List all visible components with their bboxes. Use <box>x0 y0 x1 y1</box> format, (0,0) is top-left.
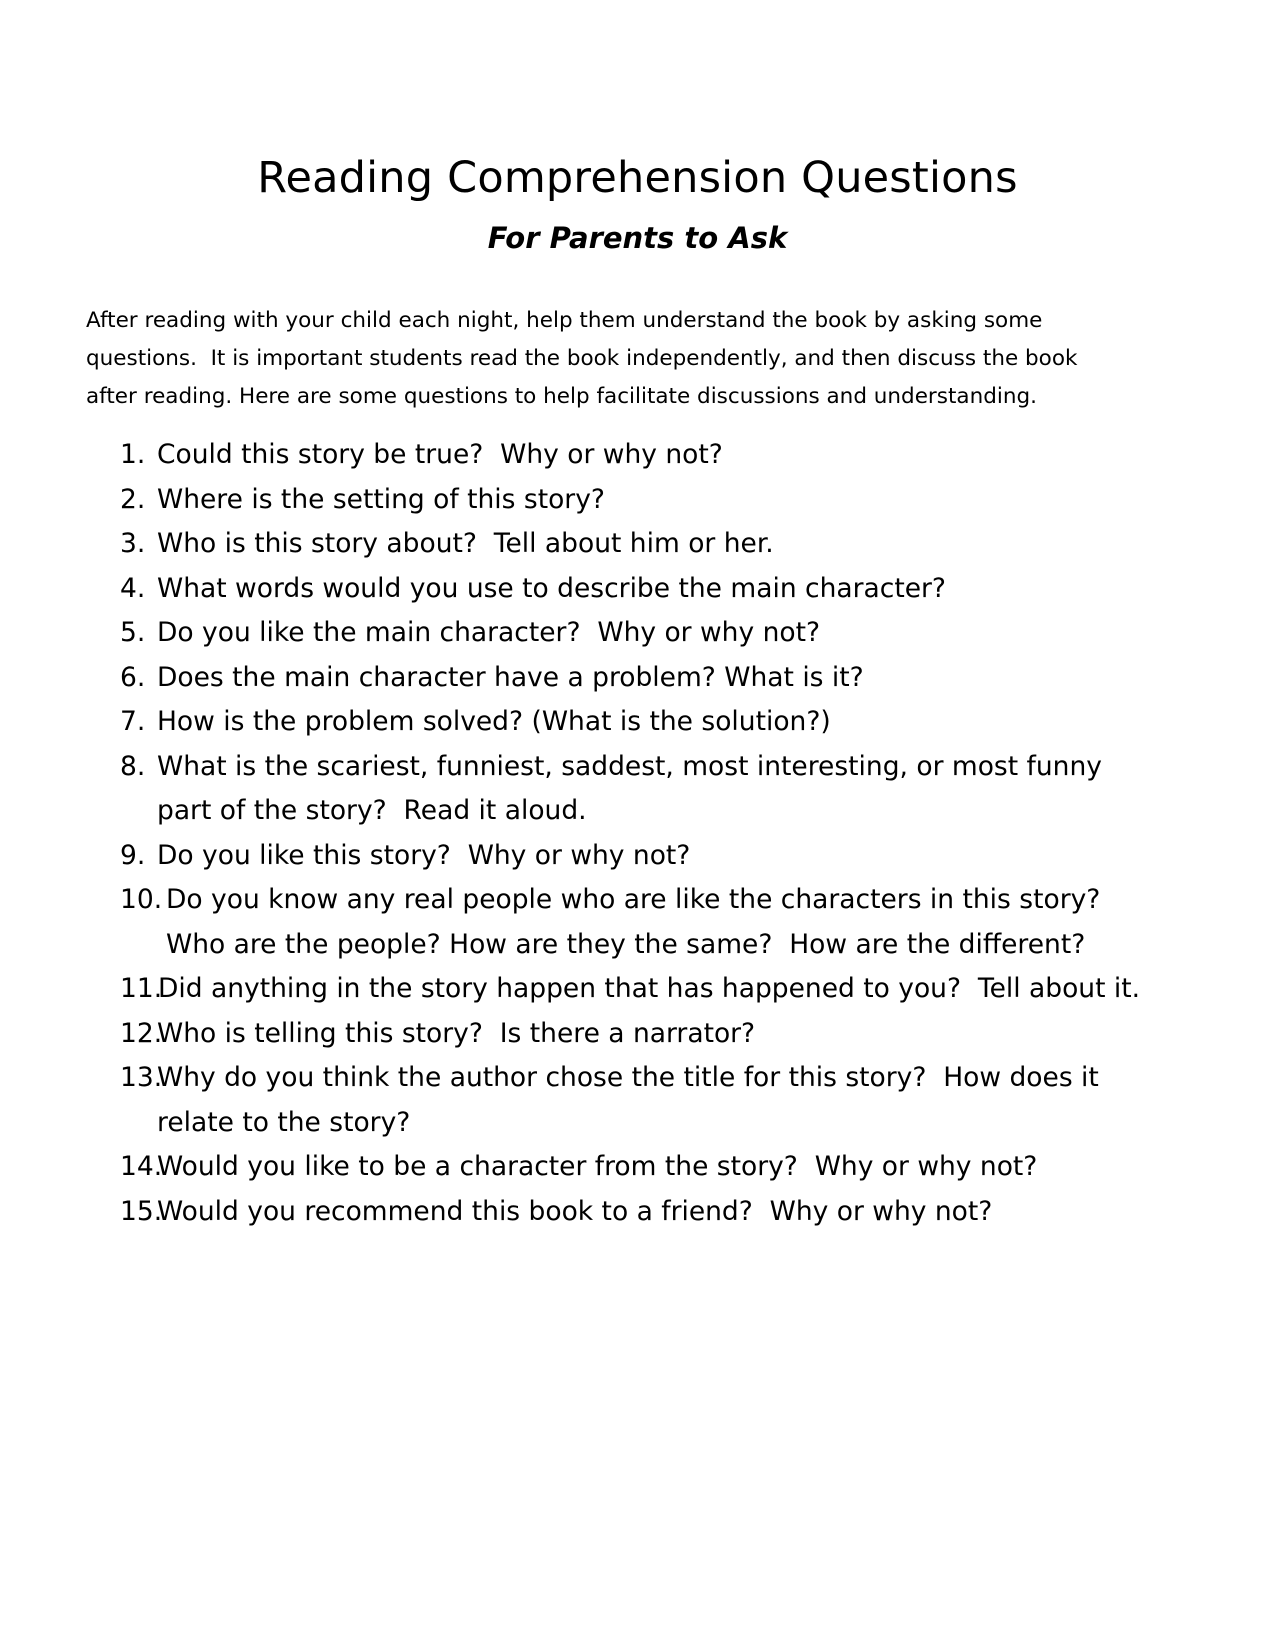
question-number: 15. <box>120 1195 163 1227</box>
question-line: Did anything in the story happen that has happened to you? Tell about it. <box>158 973 1141 1004</box>
question-item <box>0 611 1275 656</box>
question-line: Who is telling this story? Is there a narrator? <box>157 1017 756 1049</box>
question-number: 9. <box>120 839 146 871</box>
question-text <box>0 878 1275 967</box>
question-line: Who are the people? How are they the same? How are the different? <box>166 928 1086 960</box>
question-text <box>0 478 1275 523</box>
question-item <box>0 834 1275 879</box>
question-text <box>0 745 1275 834</box>
question-number: 2. <box>120 483 146 515</box>
question-item <box>0 1056 1275 1145</box>
question-number: 11. <box>120 973 163 1004</box>
question-number: 5. <box>120 617 146 648</box>
intro-line: after reading. Here are some questions to help facilitate discussions and understanding. <box>86 384 1037 409</box>
question-text <box>0 1012 1275 1057</box>
question-item <box>0 967 1275 1012</box>
question-item <box>0 433 1275 478</box>
page-title: Reading Comprehension Questions <box>257 153 1018 203</box>
question-number: 1. <box>120 439 146 470</box>
question-line: Who is this story about? Tell about him or her. <box>157 528 774 559</box>
page-subtitle: For Parents to Ask <box>487 221 788 255</box>
question-line: Could this story be true? Why or why not? <box>157 439 723 470</box>
question-line: Does the main character have a problem? What is it? <box>157 661 864 693</box>
question-text <box>0 611 1275 656</box>
question-number: 12. <box>120 1017 163 1049</box>
question-item <box>0 478 1275 523</box>
intro-paragraph <box>86 302 1206 416</box>
question-item <box>0 1190 1275 1235</box>
question-item <box>0 522 1275 567</box>
question-item <box>0 567 1275 612</box>
question-text <box>0 567 1275 612</box>
intro-line: After reading with your child each night, help them understand the book by asking some <box>86 308 1043 333</box>
question-line: What is the scariest, funniest, saddest, most interesting, or most funny <box>157 750 1102 782</box>
question-line: What words would you use to describe the main character? <box>157 572 946 604</box>
question-line: Would you like to be a character from the story? Why or why not? <box>157 1151 1038 1182</box>
question-line: relate to the story? <box>157 1106 411 1138</box>
question-text <box>0 656 1275 701</box>
question-number: 8. <box>120 750 146 782</box>
question-item <box>0 700 1275 745</box>
question-line: Do you know any real people who are like the characters in this story? <box>166 884 1101 915</box>
question-line: Do you like this story? Why or why not? <box>157 839 691 871</box>
question-text <box>0 1056 1275 1145</box>
question-item <box>0 878 1275 967</box>
question-line: part of the story? Read it aloud. <box>157 795 587 826</box>
question-line: Where is the setting of this story? <box>157 483 605 515</box>
question-text <box>0 834 1275 879</box>
question-line: How is the problem solved? (What is the solution?) <box>157 706 831 737</box>
question-number: 10. <box>120 884 163 915</box>
question-number: 7. <box>120 706 146 737</box>
question-line: Why do you think the author chose the title for this story? How does it <box>157 1062 1099 1093</box>
question-number: 3. <box>120 528 146 559</box>
question-number: 13. <box>120 1062 163 1093</box>
question-number: 6. <box>120 661 146 693</box>
question-text <box>0 433 1275 478</box>
question-text <box>0 1190 1275 1235</box>
intro-line: questions. It is important students read the book independently, and then discuss the book <box>86 346 1078 371</box>
question-item <box>0 745 1275 834</box>
question-number: 14. <box>120 1151 163 1182</box>
question-item <box>0 1145 1275 1190</box>
question-item <box>0 656 1275 701</box>
question-line: Do you like the main character? Why or why not? <box>157 617 821 648</box>
question-item <box>0 1012 1275 1057</box>
question-text <box>0 700 1275 745</box>
question-text <box>0 522 1275 567</box>
question-list <box>0 433 1275 1234</box>
question-text <box>0 1145 1275 1190</box>
question-number: 4. <box>120 572 146 604</box>
question-text <box>0 967 1275 1012</box>
question-line: Would you recommend this book to a friend? Why or why not? <box>157 1195 993 1227</box>
